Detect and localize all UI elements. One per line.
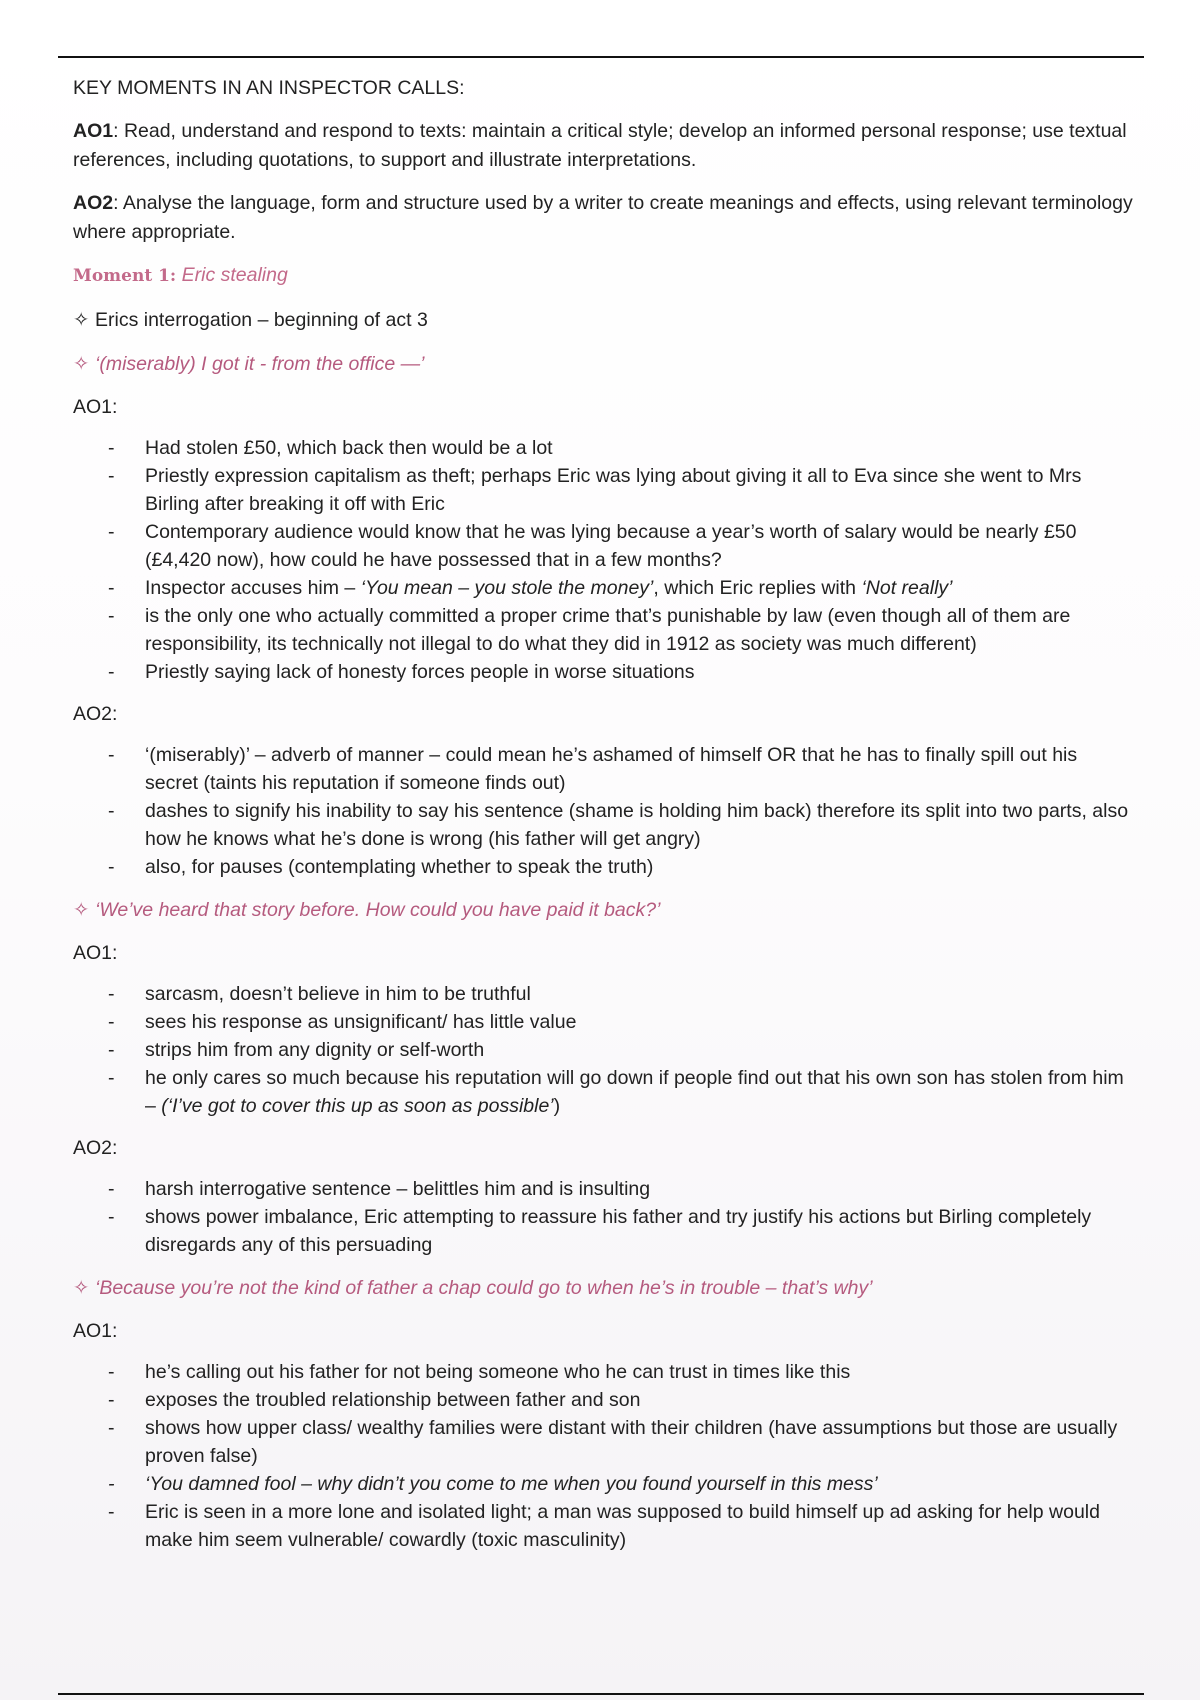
objective-text: : Read, understand and respond to texts: maintain a critical style; develop an informed personal response; use textual references, including quotations, to support and illustrate interpretations. <box>73 120 1127 171</box>
list-item: - exposes the troubled relationship between father and son <box>145 1386 1133 1414</box>
quote-heading-1 <box>73 350 1133 379</box>
diamond-bullet-icon: ✧ <box>73 1277 90 1299</box>
moment-label: Moment 1: <box>73 266 177 286</box>
inline-quote: ‘You mean – you stole the money’ <box>360 577 654 599</box>
ao1-label: AO1: <box>73 396 118 418</box>
intro-bullet <box>73 306 1133 335</box>
list-item-text: he only cares so much because his reputation will go down if people find out that his own son has stolen from him – <box>145 1067 1124 1117</box>
list-item: - sarcasm, doesn’t believe in him to be truthful <box>145 980 1133 1008</box>
list-item <box>145 574 1133 602</box>
list-item-text: , which Eric replies with <box>653 577 862 599</box>
list-item: - Had stolen £50, which back then would be a lot <box>145 434 1133 462</box>
list-item: - Eric is seen in a more lone and isolated light; a man was supposed to build himself up ad asking for help would make him seem vulnerable/ cowardly (toxic masculinity) <box>145 1498 1133 1554</box>
list-item: - shows how upper class/ wealthy families were distant with their children (have assumptions but those are usually proven false) <box>145 1414 1133 1470</box>
list-item <box>145 1064 1133 1120</box>
quote-text: ‘Because you’re not the kind of father a chap could go to when he’s in trouble – that’s why’ <box>95 1277 873 1299</box>
list-item: - dashes to signify his inability to say his sentence (shame is holding him back) therefore its split into two parts, also how he knows what he’s done is wrong (his father will get angry) <box>145 797 1133 853</box>
list-item: - is the only one who actually committed a proper crime that’s punishable by law (even though all of them are responsibility, its technically not illegal to do what they did in 1912 as society was much different) <box>145 602 1133 658</box>
bottom-rule <box>58 1693 1144 1695</box>
intro-text: Erics interrogation – beginning of act 3 <box>95 309 428 331</box>
list-item: - he’s calling out his father for not being someone who he can trust in times like this <box>145 1358 1133 1386</box>
objective-ao2 <box>73 189 1133 247</box>
list-item: - sees his response as unsignificant/ has little value <box>145 1008 1133 1036</box>
list-item: - Contemporary audience would know that he was lying because a year’s worth of salary would be nearly £50 (£4,420 now), how could he have possessed that in a few months? <box>145 518 1133 574</box>
quote-text: ‘(miserably) I got it - from the office —’ <box>95 353 425 375</box>
moment-heading <box>73 261 1133 291</box>
q1-ao1-list <box>73 434 1133 686</box>
list-item: - Priestly expression capitalism as theft; perhaps Eric was lying about giving it all to Eva since she went to Mrs Birling after breaking it off with Eric <box>145 462 1133 518</box>
list-item: - also, for pauses (contemplating whether to speak the truth) <box>145 853 1133 881</box>
ao1-label: AO1: <box>73 942 118 964</box>
list-item: - strips him from any dignity or self-worth <box>145 1036 1133 1064</box>
document-body <box>73 70 1133 1568</box>
q2-ao2-list <box>73 1175 1133 1259</box>
objective-code: AO1 <box>73 120 114 142</box>
quote-heading-3 <box>73 1274 1133 1303</box>
objective-ao1 <box>73 117 1133 175</box>
ao1-label: AO1: <box>73 1320 118 1342</box>
list-item: - ‘(miserably)’ – adverb of manner – could mean he’s ashamed of himself OR that he has to finally spill out his secret (taints his reputation if someone finds out) <box>145 741 1133 797</box>
diamond-bullet-icon: ✧ <box>73 353 90 375</box>
list-item-text: ) <box>553 1095 561 1117</box>
top-rule <box>58 56 1144 58</box>
quote-text: ‘We’ve heard that story before. How could you have paid it back?’ <box>95 899 661 921</box>
document-title: KEY MOMENTS IN AN INSPECTOR CALLS: <box>73 77 465 99</box>
list-item-text: Inspector accuses him – <box>145 577 361 599</box>
q2-ao1-list <box>73 980 1133 1120</box>
list-item: - ‘You damned fool – why didn’t you come to me when you found yourself in this mess’ <box>145 1470 1133 1498</box>
quote-heading-2 <box>73 896 1133 925</box>
inline-quote: ‘Not really’ <box>861 577 953 599</box>
objective-code: AO2 <box>73 192 114 214</box>
inline-quote: (‘I’ve got to cover this up as soon as possible’ <box>161 1095 554 1117</box>
diamond-bullet-icon: ✧ <box>73 899 90 921</box>
list-item: - shows power imbalance, Eric attempting to reassure his father and try justify his actions but Birling completely disregards any of this persuading <box>145 1203 1133 1259</box>
list-item: - Priestly saying lack of honesty forces people in worse situations <box>145 658 1133 686</box>
list-item: - harsh interrogative sentence – belittles him and is insulting <box>145 1175 1133 1203</box>
q3-ao1-list <box>73 1358 1133 1554</box>
moment-title: Eric stealing <box>176 264 288 286</box>
objective-text: : Analyse the language, form and structure used by a writer to create meanings and effects, using relevant terminology where appropriate. <box>73 192 1133 243</box>
q1-ao2-list <box>73 741 1133 881</box>
diamond-bullet-icon: ✧ <box>73 309 90 331</box>
ao2-label: AO2: <box>73 1137 118 1159</box>
ao2-label: AO2: <box>73 703 118 725</box>
